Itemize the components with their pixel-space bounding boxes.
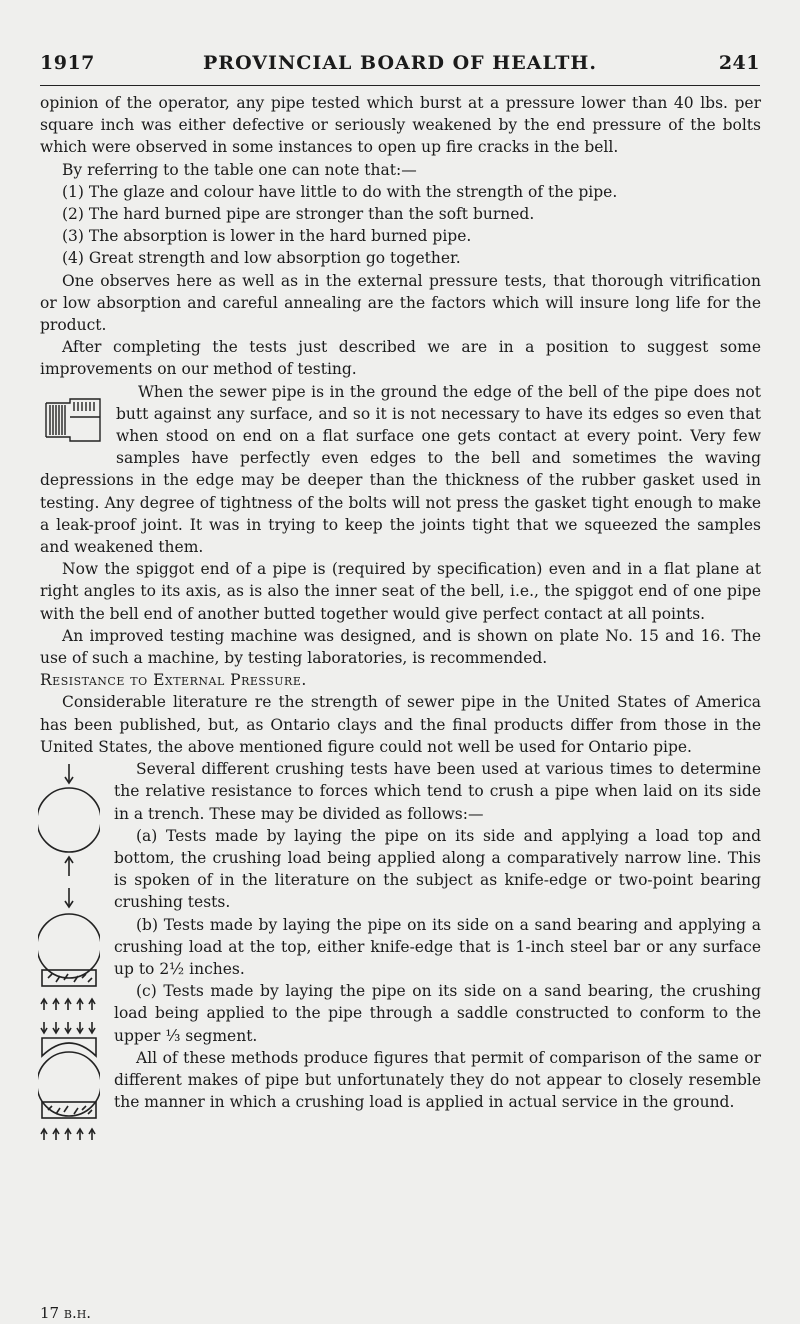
list-item: (a) Tests made by laying the pipe on its side and applying a load top and bottom, the crushing load being applied along a comparatively narrow line. This is spoken of in the literature on the subject as knife-edge or two-point bearing crushing tests.: [114, 826, 761, 912]
paragraph: When the sewer pipe is in the ground the edge of the bell of the pipe does not butt against any surface, and so it is not necessary to have its edges so even that when stood on end on a flat surface one gets contact at every point. Very few samples have perfectly even edges to the bell and sometimes the waving depressions in the edge may be deeper than the thickness of the rubber gasket used in testing. Any degree of tightness of the bolts will not press the gasket tight enough to make a leak-proof joint. It was in trying to keep the joints tight that we squeezed the samples and weakened them.: [40, 382, 761, 557]
crushing-test-figures: [38, 762, 100, 1302]
body-text: [40, 92, 761, 1324]
section-heading: Resistance to External Pressure.: [40, 671, 307, 690]
list-item: (3) The absorption is lower in the hard burned pipe.: [62, 227, 472, 246]
paragraph: By referring to the table one can note that:—: [62, 160, 417, 179]
running-header: [40, 52, 760, 80]
list-item: (b) Tests made by laying the pipe on its side on a sand bearing and applying a crushing load at the top, either knife-edge that is 1-inch steel bar or any surface up to 2½ inches.: [114, 915, 761, 978]
header-title: PROVINCIAL BOARD OF HEALTH.: [203, 52, 597, 74]
page-number: 241: [718, 52, 760, 74]
pipe-bell-figure: [40, 393, 108, 457]
paragraph: An improved testing machine was designed, and is shown on plate No. 15 and 16. The use of such a machine, by testing laboratories, is recommended.: [40, 626, 761, 668]
header-year: 1917: [40, 52, 95, 74]
header-rule: [40, 85, 760, 86]
signature-mark: 17 b.h.: [40, 1304, 92, 1323]
list-item: (c) Tests made by laying the pipe on its side on a sand bearing, the crushing load being applied to the pipe through a saddle constructed to conform to the upper ⅓ segment.: [114, 982, 761, 1045]
paragraph: All of these methods produce figures that permit of comparison of the same or different makes of pipe but unfortunately they do not appear to closely resemble the manner in which a crushing load is applied in actual service in the ground.: [114, 1048, 761, 1112]
paragraph: After completing the tests just described we are in a position to suggest some improvements on our method of testing.: [40, 338, 761, 379]
paragraph: Considerable literature re the strength of sewer pipe in the United States of America has been published, but, as Ontario clays and the final products differ from those in the United States, the above mentioned figure could not well be used for Ontario pipe.: [40, 693, 761, 756]
paragraph: Now the spiggot end of a pipe is (required by specification) even and in a flat plane at right angles to its axis, as is also the inner seat of the bell, i.e., the spiggot end of one pipe with the bell end of another butted together would give perfect contact at all points.: [40, 560, 761, 623]
paragraph: Several different crushing tests have been used at various times to determine the relative resistance to forces which tend to crush a pipe when laid on its side in a trench. These may be divided as follows:—: [114, 760, 761, 823]
paragraph: One observes here as well as in the external pressure tests, that thorough vitrification or low absorption and careful annealing are the factors which will insure long life for the product.: [40, 271, 761, 335]
list-item: (2) The hard burned pipe are stronger than the soft burned.: [62, 205, 535, 224]
paragraph: opinion of the operator, any pipe tested which burst at a pressure lower than 40 lbs. per square inch was either defective or seriously weakened by the end pressure of the bolts which were observed in some instances to open up fire cracks in the bell.: [40, 94, 761, 157]
list-item: (1) The glaze and colour have little to do with the strength of the pipe.: [62, 182, 618, 201]
list-item: (4) Great strength and low absorption go together.: [62, 249, 461, 268]
